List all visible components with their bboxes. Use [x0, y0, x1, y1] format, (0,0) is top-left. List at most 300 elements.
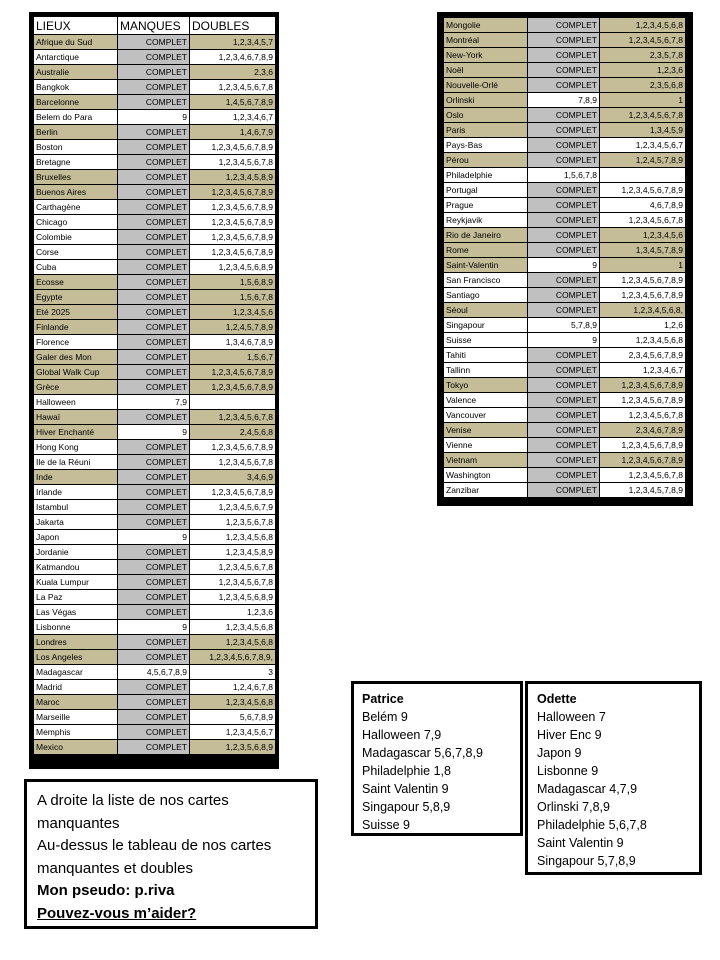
cell-doubles: 1,2,3,4,5,6,7,9	[190, 500, 276, 515]
cell-manques: COMPLET	[118, 365, 190, 380]
cell-lieu: Finlande	[34, 320, 118, 335]
cell-doubles: 1,2,3,5,6,8,9	[190, 740, 276, 755]
table-row	[444, 93, 686, 108]
cell-manques: COMPLET	[118, 410, 190, 425]
cell-lieu: Singapour	[444, 318, 528, 333]
cell-lieu: Prague	[444, 198, 528, 213]
cell-manques: COMPLET	[528, 183, 600, 198]
cell-lieu: Londres	[34, 635, 118, 650]
message-box	[24, 779, 318, 929]
cell-doubles: 1,2,3,4,5,6,7,8,9	[190, 245, 276, 260]
table-row	[444, 468, 686, 483]
cell-lieu: Bruxelles	[34, 170, 118, 185]
cell-manques: COMPLET	[118, 50, 190, 65]
cell-manques: COMPLET	[118, 80, 190, 95]
patrice-title: Patrice	[362, 692, 404, 706]
table-row	[444, 123, 686, 138]
cell-lieu: Montréal	[444, 33, 528, 48]
table-row	[34, 125, 276, 140]
cell-manques: COMPLET	[118, 515, 190, 530]
table-row	[444, 138, 686, 153]
cell-doubles: 1,2,6	[600, 318, 686, 333]
cell-doubles: 4,6,7,8,9	[600, 198, 686, 213]
table-row	[34, 560, 276, 575]
help-question: Pouvez-vous m’aider?	[37, 904, 197, 922]
cell-lieu: Eté 2025	[34, 305, 118, 320]
cell-manques: COMPLET	[118, 155, 190, 170]
table-row	[34, 260, 276, 275]
cell-doubles: 1,2,3,4,5,6	[190, 305, 276, 320]
cell-doubles: 1,2,3,4,5,6,8	[190, 635, 276, 650]
cell-lieu: Irlande	[34, 485, 118, 500]
cell-lieu: Saint-Valentin	[444, 258, 528, 273]
cell-doubles: 1,5,6,8,9	[190, 275, 276, 290]
cell-manques: COMPLET	[118, 470, 190, 485]
cell-lieu: Chicago	[34, 215, 118, 230]
table-row	[444, 108, 686, 123]
cell-lieu: Mongolie	[444, 18, 528, 33]
cell-doubles: 1,2,3,4,5,6,7,8,9	[190, 380, 276, 395]
cell-manques: COMPLET	[118, 545, 190, 560]
cell-doubles: 1,3,4,5,9	[600, 123, 686, 138]
cell-doubles: 2,3,5,7,8	[600, 48, 686, 63]
table-row	[34, 590, 276, 605]
cell-manques: COMPLET	[118, 350, 190, 365]
cell-doubles: 1,2,3,4,5,6,7	[190, 725, 276, 740]
table-row	[34, 455, 276, 470]
cell-doubles: 1,2,3,4,5,6,7,8,9	[600, 288, 686, 303]
cell-lieu: Jordanie	[34, 545, 118, 560]
patrice-line: Belém 9	[362, 710, 408, 724]
patrice-list	[362, 708, 512, 834]
table-row	[34, 635, 276, 650]
cell-doubles: 1,3,4,6,7,8,9	[190, 335, 276, 350]
table-row	[444, 258, 686, 273]
cell-doubles: 1,5,6,7,8	[190, 290, 276, 305]
cell-lieu: Florence	[34, 335, 118, 350]
cell-lieu: Barcelonne	[34, 95, 118, 110]
cell-manques: 5,7,8,9	[528, 318, 600, 333]
cell-lieu: Venise	[444, 423, 528, 438]
cell-lieu: Berlin	[34, 125, 118, 140]
cell-manques: COMPLET	[118, 635, 190, 650]
cell-doubles: 2,3,5,6,8	[600, 78, 686, 93]
left-cards-table	[33, 16, 276, 755]
table-row	[444, 333, 686, 348]
cell-doubles: 1,2,3,4,5,6,7	[600, 138, 686, 153]
cell-lieu: Ecosse	[34, 275, 118, 290]
cell-manques: COMPLET	[528, 213, 600, 228]
table-row	[34, 215, 276, 230]
cell-doubles: 1,5,6,7	[190, 350, 276, 365]
cell-doubles: 1,2,3,6	[600, 63, 686, 78]
cell-manques: COMPLET	[118, 740, 190, 755]
odette-line: Madagascar 4,7,9	[537, 782, 638, 796]
table-row	[444, 273, 686, 288]
cell-lieu: Paris	[444, 123, 528, 138]
cell-doubles: 1,2,3,4,5,6,7,8,9	[190, 185, 276, 200]
left-table-frame	[29, 12, 279, 769]
cell-lieu: Oslo	[444, 108, 528, 123]
cell-manques: COMPLET	[528, 438, 600, 453]
cell-manques: COMPLET	[118, 695, 190, 710]
patrice-line: Suisse 9	[362, 818, 410, 832]
cell-doubles: 1,2,3,4,5,6,7,8,9	[600, 183, 686, 198]
table-row	[444, 363, 686, 378]
cell-manques: COMPLET	[528, 198, 600, 213]
cell-doubles: 1,2,4,6,7,8	[190, 680, 276, 695]
cell-manques: COMPLET	[118, 125, 190, 140]
cell-manques: COMPLET	[118, 560, 190, 575]
cell-lieu: Valence	[444, 393, 528, 408]
table-row	[34, 485, 276, 500]
patrice-line: Halloween 7,9	[362, 728, 442, 742]
cell-doubles: 1,2,3,4,5,6,7,8,9	[600, 438, 686, 453]
cell-manques: COMPLET	[118, 260, 190, 275]
cell-lieu: Katmandou	[34, 560, 118, 575]
cell-lieu: Cuba	[34, 260, 118, 275]
cell-doubles: 1,2,3,4,5,6,7,8	[600, 213, 686, 228]
cell-manques: COMPLET	[528, 48, 600, 63]
header-doubles: DOUBLES	[190, 17, 276, 35]
patrice-line: Madagascar 5,6,7,8,9	[362, 746, 483, 760]
table-row	[34, 170, 276, 185]
cell-lieu: Zanzibar	[444, 483, 528, 498]
cell-manques: COMPLET	[118, 200, 190, 215]
cell-lieu: Tahiti	[444, 348, 528, 363]
cell-manques: 9	[118, 425, 190, 440]
cell-manques: COMPLET	[118, 35, 190, 50]
table-row	[444, 213, 686, 228]
right-table-body	[444, 18, 686, 498]
cell-manques: COMPLET	[118, 680, 190, 695]
cell-manques: COMPLET	[118, 440, 190, 455]
cell-manques: COMPLET	[118, 320, 190, 335]
table-row	[34, 350, 276, 365]
table-row	[444, 408, 686, 423]
cell-doubles: 1,2,3,4,5,7,8,9	[600, 483, 686, 498]
cell-manques: 1,5,6,7,8	[528, 168, 600, 183]
cell-doubles: 1,2,3,4,5,6,8,9	[190, 590, 276, 605]
table-row	[34, 320, 276, 335]
table-row	[34, 740, 276, 755]
table-row	[34, 65, 276, 80]
cell-doubles: 1,2,3,4,5,6,8	[190, 530, 276, 545]
cell-doubles: 1,2,3,4,5,6,7,8	[190, 80, 276, 95]
odette-line: Philadelphie 5,6,7,8	[537, 818, 647, 832]
cell-manques: COMPLET	[118, 575, 190, 590]
cell-doubles: 1,2,3,4,5,6,7,8	[190, 410, 276, 425]
cell-manques: COMPLET	[118, 95, 190, 110]
cell-doubles: 1,2,3,4,5,8,9	[190, 170, 276, 185]
cell-lieu: Noël	[444, 63, 528, 78]
cell-doubles: 1,2,3,5,6,7,8	[190, 515, 276, 530]
table-row	[444, 153, 686, 168]
table-row	[34, 500, 276, 515]
table-row	[34, 605, 276, 620]
cell-lieu: Santiago	[444, 288, 528, 303]
table-row	[444, 33, 686, 48]
table-row	[34, 410, 276, 425]
table-row	[34, 725, 276, 740]
table-row	[34, 185, 276, 200]
cell-doubles: 2,3,6	[190, 65, 276, 80]
cell-lieu: Kuala Lumpur	[34, 575, 118, 590]
table-row	[34, 110, 276, 125]
table-row	[444, 183, 686, 198]
cell-doubles: 1,2,3,4,5,6,8	[600, 333, 686, 348]
cell-doubles: 1,2,3,4,5,6,7,8	[600, 108, 686, 123]
right-table-frame	[437, 12, 693, 506]
cell-manques: 7,8,9	[528, 93, 600, 108]
cell-lieu: Global Walk Cup	[34, 365, 118, 380]
header-manques: MANQUES	[118, 17, 190, 35]
cell-lieu: Washington	[444, 468, 528, 483]
table-row	[444, 393, 686, 408]
cell-lieu: Carthagène	[34, 200, 118, 215]
header-lieux: LIEUX	[34, 17, 118, 35]
cell-doubles: 1,2,3,4,5,6,8	[190, 695, 276, 710]
odette-line: Halloween 7	[537, 710, 606, 724]
cell-doubles: 1,4,6,7,9	[190, 125, 276, 140]
cell-lieu: Mexico	[34, 740, 118, 755]
table-row	[34, 245, 276, 260]
cell-lieu: Antarctique	[34, 50, 118, 65]
table-row	[444, 48, 686, 63]
table-row	[444, 78, 686, 93]
table-row	[34, 95, 276, 110]
cell-doubles: 5,6,7,8,9	[190, 710, 276, 725]
cell-doubles: 1,2,3,4,5,6,7,8,9	[190, 215, 276, 230]
cell-doubles: 1,2,3,4,5,6,7,8,9	[600, 378, 686, 393]
pseudo-line: Mon pseudo: p.riva	[37, 882, 175, 899]
cell-manques: COMPLET	[528, 378, 600, 393]
cell-doubles: 1,2,3,4,5,6,8	[600, 18, 686, 33]
cell-lieu: Portugal	[444, 183, 528, 198]
cell-lieu: Japon	[34, 530, 118, 545]
table-row	[34, 545, 276, 560]
table-row	[34, 650, 276, 665]
odette-line: Saint Valentin 9	[537, 836, 624, 850]
cell-lieu: Pérou	[444, 153, 528, 168]
cell-manques: COMPLET	[528, 273, 600, 288]
cell-manques: COMPLET	[528, 138, 600, 153]
table-row	[34, 80, 276, 95]
cell-lieu: Egypte	[34, 290, 118, 305]
table-row	[34, 395, 276, 410]
cell-lieu: Boston	[34, 140, 118, 155]
table-row	[444, 438, 686, 453]
cell-doubles: 2,3,4,5,6,7,8,9	[600, 348, 686, 363]
cell-lieu: Australie	[34, 65, 118, 80]
cell-lieu: Hong Kong	[34, 440, 118, 455]
table-row	[34, 470, 276, 485]
patrice-line: Philadelphie 1,8	[362, 764, 451, 778]
cell-manques: COMPLET	[118, 65, 190, 80]
cell-doubles: 2,3,4,6,7,8,9	[600, 423, 686, 438]
table-row	[34, 50, 276, 65]
cell-doubles: 1,2,4,5,7,8,9	[190, 320, 276, 335]
cell-doubles: 1	[600, 93, 686, 108]
table-row	[444, 288, 686, 303]
cell-manques: COMPLET	[118, 710, 190, 725]
cell-manques: COMPLET	[528, 123, 600, 138]
odette-line: Japon 9	[537, 746, 582, 760]
cell-lieu: Afrique du Sud	[34, 35, 118, 50]
cell-manques: COMPLET	[118, 485, 190, 500]
cell-manques: COMPLET	[118, 290, 190, 305]
cell-manques: COMPLET	[528, 393, 600, 408]
cell-manques: COMPLET	[528, 468, 600, 483]
table-row	[444, 423, 686, 438]
table-row	[34, 380, 276, 395]
cell-manques: COMPLET	[118, 140, 190, 155]
cell-manques: COMPLET	[118, 335, 190, 350]
odette-title: Odette	[537, 692, 577, 706]
left-table-body	[34, 35, 276, 755]
cell-lieu: Buenos Aires	[34, 185, 118, 200]
cell-doubles: 1,2,3,4,5,6,7,8,9	[190, 140, 276, 155]
table-row	[444, 198, 686, 213]
cell-lieu: Tokyo	[444, 378, 528, 393]
cell-manques: COMPLET	[118, 215, 190, 230]
cell-doubles: 1,2,3,4,5,6,7,8,9	[600, 393, 686, 408]
cell-doubles: 1,2,3,4,5,8,9	[190, 545, 276, 560]
cell-manques: COMPLET	[118, 725, 190, 740]
cell-doubles: 1,2,3,4,5,6,7,8	[190, 575, 276, 590]
cell-manques: COMPLET	[528, 288, 600, 303]
odette-list	[537, 708, 690, 870]
cell-manques: COMPLET	[118, 590, 190, 605]
table-row	[444, 453, 686, 468]
cell-lieu: Hiver Enchanté	[34, 425, 118, 440]
cell-lieu: Tallinn	[444, 363, 528, 378]
cell-manques: 7,9	[118, 395, 190, 410]
table-row	[444, 168, 686, 183]
message-line-2: manquantes	[37, 814, 120, 832]
cell-doubles: 1,2,3,4,5,6,7,8,9	[190, 200, 276, 215]
table-row	[34, 35, 276, 50]
cell-manques: COMPLET	[528, 153, 600, 168]
cell-lieu: Vietnam	[444, 453, 528, 468]
cell-lieu: Corse	[34, 245, 118, 260]
cell-manques: COMPLET	[528, 243, 600, 258]
cell-manques: 4,5,6,7,8,9	[118, 665, 190, 680]
cell-lieu: Bretagne	[34, 155, 118, 170]
cell-manques: COMPLET	[528, 18, 600, 33]
cell-lieu: Belem do Para	[34, 110, 118, 125]
cell-manques: COMPLET	[118, 500, 190, 515]
cell-lieu: Rome	[444, 243, 528, 258]
cell-manques: COMPLET	[118, 170, 190, 185]
cell-manques: COMPLET	[528, 423, 600, 438]
cell-doubles: 1,2,3,4,5,6,7,8	[190, 455, 276, 470]
message-line-1: A droite la liste de nos cartes	[37, 792, 229, 809]
cell-lieu: Bangkok	[34, 80, 118, 95]
cell-doubles: 1,2,3,4,5,6,7,8,9	[190, 365, 276, 380]
cell-lieu: Inde	[34, 470, 118, 485]
cell-doubles: 1,2,3,4,5,6,8	[190, 620, 276, 635]
cell-lieu: Marseille	[34, 710, 118, 725]
cell-lieu: Memphis	[34, 725, 118, 740]
cell-manques: COMPLET	[528, 108, 600, 123]
cell-lieu: Halloween	[34, 395, 118, 410]
message-line-4: manquantes et doubles	[37, 859, 193, 877]
cell-doubles: 1,2,3,4,5,6,7,8	[190, 155, 276, 170]
table-row	[34, 155, 276, 170]
cell-lieu: Colombie	[34, 230, 118, 245]
cell-doubles	[600, 168, 686, 183]
cell-lieu: Grèce	[34, 380, 118, 395]
cell-lieu: Suisse	[444, 333, 528, 348]
table-row	[444, 378, 686, 393]
cell-doubles: 1,2,3,4,5,6,7,8,9	[190, 485, 276, 500]
cell-doubles: 1,2,3,4,5,6,8,	[600, 303, 686, 318]
table-row	[34, 680, 276, 695]
cell-doubles: 1,2,3,4,5,6,7,8,9	[600, 453, 686, 468]
cell-manques: COMPLET	[528, 408, 600, 423]
cell-doubles: 3,4,6,9	[190, 470, 276, 485]
cell-manques: COMPLET	[528, 63, 600, 78]
table-row	[34, 695, 276, 710]
cell-manques: COMPLET	[118, 275, 190, 290]
table-row	[444, 483, 686, 498]
cell-lieu: Istambul	[34, 500, 118, 515]
table-row	[444, 243, 686, 258]
table-row	[34, 200, 276, 215]
cell-doubles: 1,2,3,4,5,7	[190, 35, 276, 50]
cell-doubles: 1,2,3,4,5,6,7,8,9	[190, 230, 276, 245]
left-table-header	[34, 17, 276, 35]
cell-lieu: Los Angeles	[34, 650, 118, 665]
table-row	[34, 710, 276, 725]
table-row	[34, 365, 276, 380]
table-row	[444, 63, 686, 78]
table-row	[34, 335, 276, 350]
cell-manques: COMPLET	[528, 78, 600, 93]
odette-line: Lisbonne 9	[537, 764, 599, 778]
message-line-3: Au-dessus le tableau de nos cartes	[37, 837, 272, 854]
patrice-line: Singapour 5,8,9	[362, 800, 451, 814]
cell-lieu: New-York	[444, 48, 528, 63]
cell-doubles: 1,2,3,4,5,6,7,8,9	[190, 440, 276, 455]
cell-manques: 9	[118, 110, 190, 125]
table-row	[34, 290, 276, 305]
cell-manques: 9	[528, 258, 600, 273]
cell-lieu: Orlinski	[444, 93, 528, 108]
table-row	[34, 665, 276, 680]
table-row	[444, 348, 686, 363]
table-row	[34, 530, 276, 545]
table-row	[34, 230, 276, 245]
patrice-box	[351, 681, 523, 836]
cell-lieu: Philadelphie	[444, 168, 528, 183]
cell-manques: COMPLET	[118, 380, 190, 395]
cell-lieu: Madagascar	[34, 665, 118, 680]
cell-manques: COMPLET	[118, 605, 190, 620]
cell-lieu: Nouvelle-Orlé	[444, 78, 528, 93]
cell-doubles: 1,2,3,4,6,7	[190, 110, 276, 125]
patrice-line: Saint Valentin 9	[362, 782, 449, 796]
cell-doubles: 1,2,3,4,6,7	[600, 363, 686, 378]
cell-doubles: 2,4,5,6,8	[190, 425, 276, 440]
table-row	[34, 425, 276, 440]
table-row	[34, 620, 276, 635]
cell-doubles: 1,2,3,4,5,6,7,8,9	[600, 273, 686, 288]
cell-lieu: Jakarta	[34, 515, 118, 530]
cell-lieu: San Francisco	[444, 273, 528, 288]
cell-doubles: 3	[190, 665, 276, 680]
